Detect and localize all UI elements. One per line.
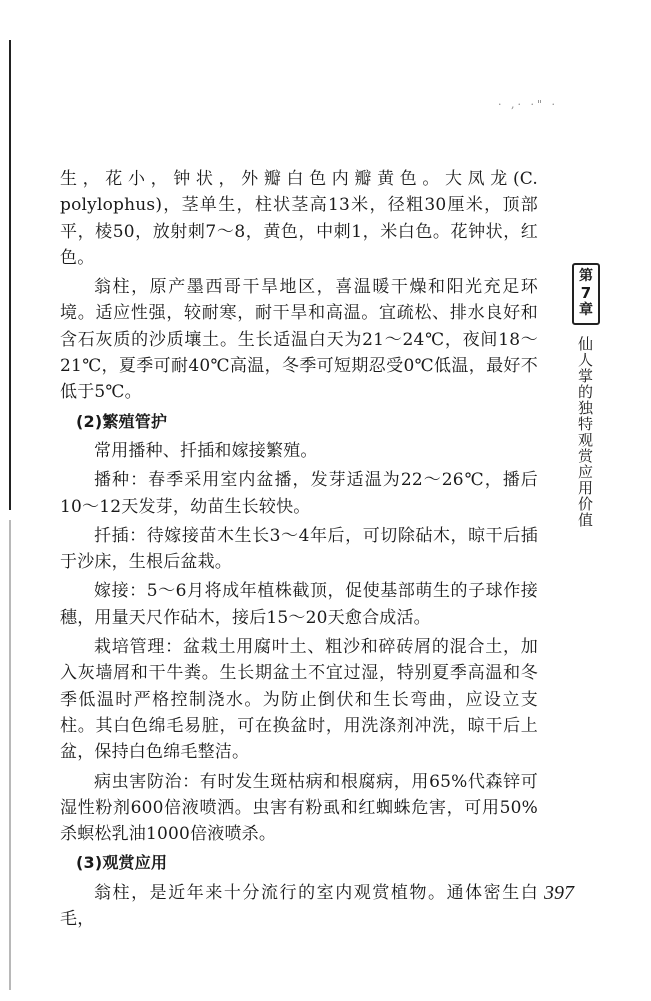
section-heading: (2)繁殖管护	[76, 411, 168, 431]
paragraph: 翁柱，原产墨西哥干旱地区，喜温暖干燥和阳光充足环境。适应性强，较耐寒，耐干旱和高温。宜疏松、排水良好和含石灰质的沙质壤土。生长适温白天为21～24℃，夜间18～21℃，夏季可耐40℃高温，冬季可短期忍受0℃低温，最好不低于5℃。	[60, 277, 538, 403]
page-edge-rule	[9, 40, 11, 510]
paragraph: 播种：春季采用室内盆播，发芽适温为22～26℃，播后10～12天发芽，幼苗生长较快。	[60, 470, 538, 517]
paragraph: 扦插：待嫁接苗木生长3～4年后，可切除砧木，晾干后插于沙床，生根后盆栽。	[60, 525, 538, 573]
chapter-side-title: 仙人掌的独特观赏应用价值	[576, 336, 594, 528]
chapter-number: 7	[580, 284, 592, 302]
paragraph: 栽培管理：盆栽土用腐叶土、粗沙和碎砖屑的混合土，加入灰墙屑和干牛粪。生长期盆土不宜过湿，特别夏季高温和冬季低温时严格控制浇水。为防止倒伏和生长弯曲，应设立支柱。其白色绵毛易脏，可在换盆时，用洗涤剂冲洗，晾干后上盆，保持白色绵毛整洁。	[60, 637, 538, 763]
page-number: 397	[544, 882, 574, 904]
chapter-tab	[572, 263, 600, 325]
section-heading: (3)观赏应用	[76, 853, 168, 873]
paragraph: 病虫害防治：有时发生斑枯病和根腐病，用65%代森锌可湿性粉剂600倍液喷洒。虫害有粉虱和红蜘蛛危害，可用50%杀螟松乳油1000倍液喷杀。	[60, 771, 538, 845]
chapter-label-top: 第	[579, 268, 593, 284]
chapter-label-bottom: 章	[579, 302, 593, 318]
paragraph: 翁柱，是近年来十分流行的室内观赏植物。通体密生白毛，	[60, 882, 538, 930]
body-text	[60, 166, 538, 935]
running-header-mark: · ,· ·" ·	[498, 98, 559, 111]
paragraph: 生，花小，钟状，外瓣白色内瓣黄色。大凤龙(C. polylophus)，茎单生，柱状茎高13米，径粗30厘米，顶部平，棱50，放射刺7～8，黄色，中刺1，米白色。花钟状，红色。	[60, 169, 538, 268]
page-edge-rule-faint	[9, 520, 11, 990]
paragraph: 常用播种、扦插和嫁接繁殖。	[94, 440, 318, 461]
paragraph: 嫁接：5～6月将成年植株截顶，促使基部萌生的子球作接穗，用量天尺作砧木，接后15～20天愈合成活。	[60, 581, 538, 628]
